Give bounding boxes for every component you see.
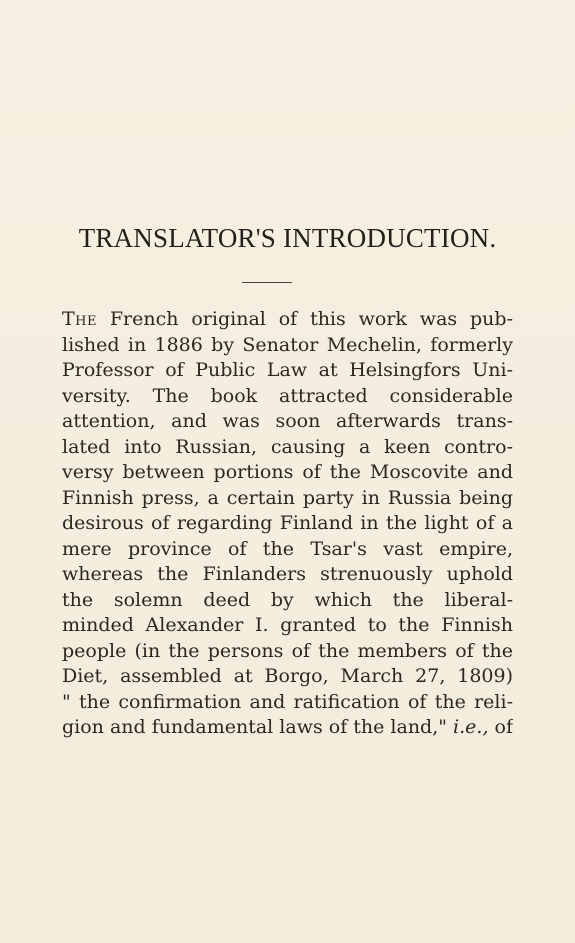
text-line <box>62 715 513 741</box>
text-line: the solemn deed by which the liberal- <box>62 588 513 611</box>
text-line: whereas the Finlanders strenuously uphold <box>62 563 513 585</box>
chapter-heading: TRANSLATOR'S INTRODUCTION. <box>78 223 497 253</box>
text-line: Diet, assembled at Borgo, March 27, 1809) <box>62 665 513 687</box>
text-line: lished in 1886 by Senator Mechelin, formerly <box>62 333 513 356</box>
text-line: " the confirmation and ratification of the reli- <box>62 690 513 713</box>
text-line: Professor of Public Law at Helsingfors Uni- <box>62 359 513 381</box>
line-text: of <box>488 716 513 738</box>
line-text: gion and fundamental laws of the land," <box>62 716 454 738</box>
text-line: versy between portions of the Moscovite and <box>62 461 513 483</box>
italic-abbrev: i.e., <box>453 716 489 738</box>
heading-rule <box>242 282 292 283</box>
body-text <box>62 307 513 741</box>
text-line: Finnish press, a certain party in Russia being <box>62 486 513 509</box>
text-line: attention, and was soon afterwards trans- <box>62 410 513 432</box>
text-line: people (in the persons of the members of the <box>62 639 513 662</box>
lead-word: The <box>62 308 97 330</box>
text-line: versity. The book attracted considerable <box>62 384 513 407</box>
text-line: desirous of regarding Finland in the light of a <box>62 512 513 534</box>
text-line <box>62 307 513 333</box>
line-text: French original of this work was pub- <box>97 308 513 330</box>
text-line: mere province of the Tsar's vast empire, <box>62 537 513 560</box>
text-line: minded Alexander I. granted to the Finnish <box>62 614 513 636</box>
text-line: lated into Russian, causing a keen contro- <box>62 435 513 458</box>
